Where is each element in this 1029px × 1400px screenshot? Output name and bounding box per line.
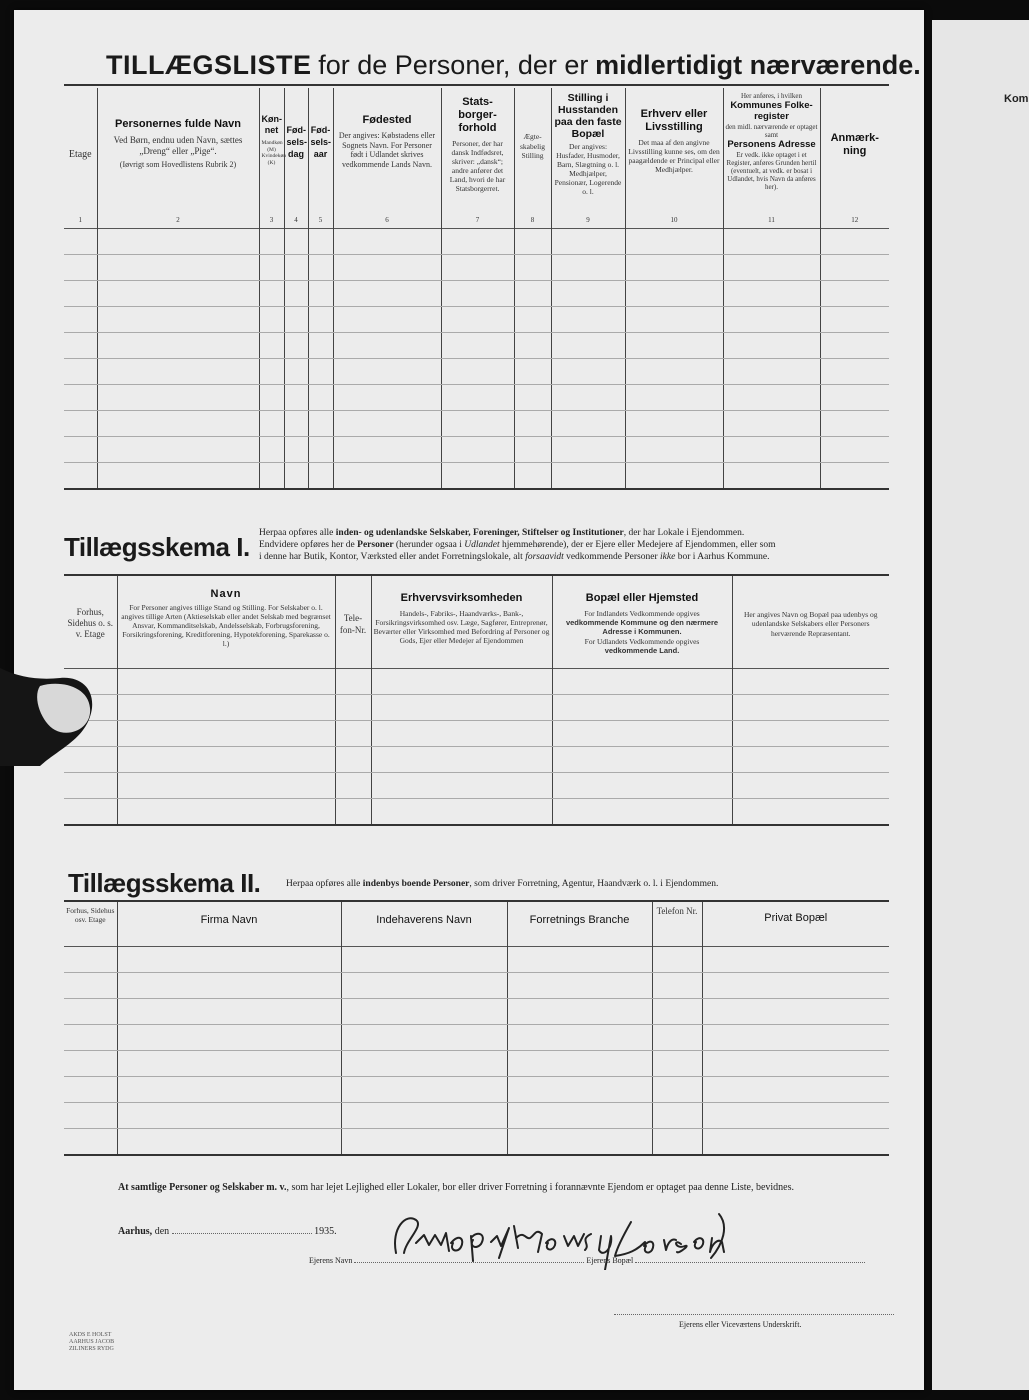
owner-name-line: Ejerens Navn Ejerens Bopæl [309, 1256, 865, 1265]
s2-col-telefon: Telefon Nr. [652, 902, 702, 946]
table-row [64, 1076, 889, 1102]
signature-handwriting [376, 1208, 726, 1270]
s1-col-telefon: Tele-fon-Nr. [335, 576, 371, 668]
adjacent-heading: Kom [1004, 93, 1029, 105]
skema1-body [64, 668, 889, 825]
col-statsborger: Stats-borger-forhold Personer, der har dansk Indfødsret, skriver: „dansk“; andre anfører det Land, hvori de har Statsborgerret. [441, 88, 514, 216]
adjacent-page [932, 20, 1029, 1390]
col-foedested: Fødested Der angives: Købstadens eller Sognets Navn. For Personer født i Udlandet skrives vedkommende Lands Navn. [333, 88, 441, 216]
s1-col-bopael: Bopæl eller Hjemsted For Indlandets Vedkommende opgives vedkommende Kommune og den nærmere Adresse i Kommunen. For Udlandets Vedkommende opgives vedkommende Land. [552, 576, 732, 668]
owner-address-label: Ejerens Bopæl [586, 1256, 634, 1265]
form-page [14, 10, 924, 1390]
s1-col-etage: Forhus, Sidehus o. s. v. Etage [64, 576, 117, 668]
table-row [64, 307, 889, 333]
skema2-header-row [64, 902, 889, 946]
table-row [64, 972, 889, 998]
table-row [64, 463, 889, 490]
skema1-title: Tillægsskema I. [64, 532, 250, 562]
printer-imprint: AKDS E HOLST AARHUS JACOB ZILINERS RYDG [69, 1332, 115, 1352]
title-rest: for de Personer, der er [318, 50, 589, 80]
skema1-description: Herpaa opføres alle inden- og udenlandske Selskaber, Foreninger, Stiftelser og Institutioner, der har Lokale i Ejendommen. Endvidere opføres her de Personer (herunder ogsaa i Udlandet hjemmehørende), der er Ejere eller Medejere af Ejendommen, eller som i denne har Butik, Kontor, Værksted eller andet Forretningslokale, alt forsaavidt vedkommende Personer ikke bor i Aarhus Kommune. [259, 528, 776, 562]
year: 1935. [314, 1226, 337, 1237]
skema2-title: Tillægsskema II. [68, 868, 261, 898]
table-row [64, 772, 889, 798]
table-row [64, 359, 889, 385]
table-row [64, 668, 889, 694]
city: Aarhus, [118, 1226, 153, 1237]
col-foedselsaar: Fød-sels-aar [308, 88, 333, 216]
skema1-table [64, 576, 889, 826]
title-bold: TILLÆGSLISTE [106, 50, 312, 80]
col-name: Personernes fulde Navn Ved Børn, endnu uden Navn, sættes „Dreng“ eller „Pige“. (Iøvrigt som Hovedlistens Rubrik 2) [97, 88, 259, 216]
col-aegteskab: Ægte-skabelig Stilling [514, 88, 551, 216]
s1-col-erhverv: Erhvervsvirksomheden Handels-, Fabriks-, Haandværks-, Bank-, Forsikringsvirksomhed osv. Læge, Sagfører, Entreprenør, Beværter eller Virksomhed med Befordring af Personer og Gods, Ejer eller Medejer af Ejendommen [371, 576, 552, 668]
table-row [64, 229, 889, 255]
table-row [64, 1128, 889, 1155]
table-row [64, 1050, 889, 1076]
page-title [106, 50, 921, 81]
col-koennet: Køn-net Mandkøn (M) Kvindekøn (K) [259, 88, 284, 216]
table-row [64, 720, 889, 746]
signature-label: Ejerens eller Viceværtens Underskrift. [679, 1320, 802, 1329]
column-numbers: 1 2 3 4 5 6 7 8 9 10 11 12 [64, 216, 889, 229]
col-foedselsdag: Fød-sels-dag [284, 88, 308, 216]
skema1-header-row [64, 576, 889, 668]
col-etage: Etage [64, 88, 97, 216]
col-folkeregister: Her anføres, i hvilken Kommunes Folke-register den midl. nærværende er optaget samt Personens Adresse Er vedk. ikke optaget i et Register, anføres Grunden hertil (eventuelt, at vedk. er bosat i Udlandet, hvis Navn da anføres her). [723, 88, 820, 216]
col-erhverv: Erhverv eller Livsstilling Det maa af den angivne Livsstilling kunne ses, om den paagældende er Principal eller Medhjælper. [625, 88, 723, 216]
table-row [64, 694, 889, 720]
s2-col-firma: Firma Navn [117, 902, 341, 946]
s2-col-etage: Forhus, Sidehus osv. Etage [64, 902, 117, 946]
table-row [64, 255, 889, 281]
skema2-table [64, 902, 889, 1156]
s1-col-navn: Navn For Personer angives tillige Stand og Stilling. For Selskaber o. l. angives tillige Arten (Aktieselskab eller andet Selskab med begrænset Ansvar, Kommanditselskab, Andelsselskab, Forbrugsforening, Forsikringsforening, Kreditforening, Hypotekforening, Sparekasse o. l.) [117, 576, 335, 668]
table-row [64, 1024, 889, 1050]
table-row [64, 798, 889, 825]
table-row [64, 1102, 889, 1128]
s2-col-branche: Forretnings Branche [507, 902, 652, 946]
table-row [64, 333, 889, 359]
thumb-image [0, 668, 96, 766]
table-row [64, 385, 889, 411]
main-header-row [64, 88, 889, 216]
date-field[interactable] [172, 1233, 312, 1234]
table-row [64, 998, 889, 1024]
table-row [64, 411, 889, 437]
attestation-statement: At samtlige Personer og Selskaber m. v., som har lejet Lejlighed eller Lokaler, bor eller driver Forretning i forannævnte Ejendom er optaget paa denne Liste, bevidnes. [118, 1182, 794, 1193]
table-row [64, 437, 889, 463]
skema2-description: Herpaa opføres alle indenbys boende Personer, som driver Forretning, Agentur, Haandværk o. l. i Ejendommen. [286, 879, 719, 889]
main-table-body [64, 229, 889, 490]
s2-col-privat-bopael: Privat Bopæl [702, 902, 889, 946]
den-label: den [154, 1226, 170, 1237]
table-row [64, 946, 889, 972]
signature-line [614, 1314, 894, 1315]
title-emphasis: midlertidigt nærværende. [595, 50, 921, 80]
skema2-body [64, 946, 889, 1155]
table-row [64, 281, 889, 307]
col-stilling: Stilling i Husstanden paa den faste Bopæl Der angives: Husfader, Husmoder, Barn, Slægtning o. l. Medhjælper, Pensionær, Logerende o. l. [551, 88, 625, 216]
col-anmaerkning: Anmærk-ning [820, 88, 889, 216]
date-line [118, 1226, 337, 1237]
title-rule [64, 84, 889, 86]
s1-col-repraesentant: Her angives Navn og Bopæl paa udenbys og udenlandske Selskabers eller Personers herværende Repræsentant. [732, 576, 889, 668]
s2-col-indehaver: Indehaverens Navn [341, 902, 507, 946]
main-table [64, 88, 889, 490]
table-row [64, 746, 889, 772]
